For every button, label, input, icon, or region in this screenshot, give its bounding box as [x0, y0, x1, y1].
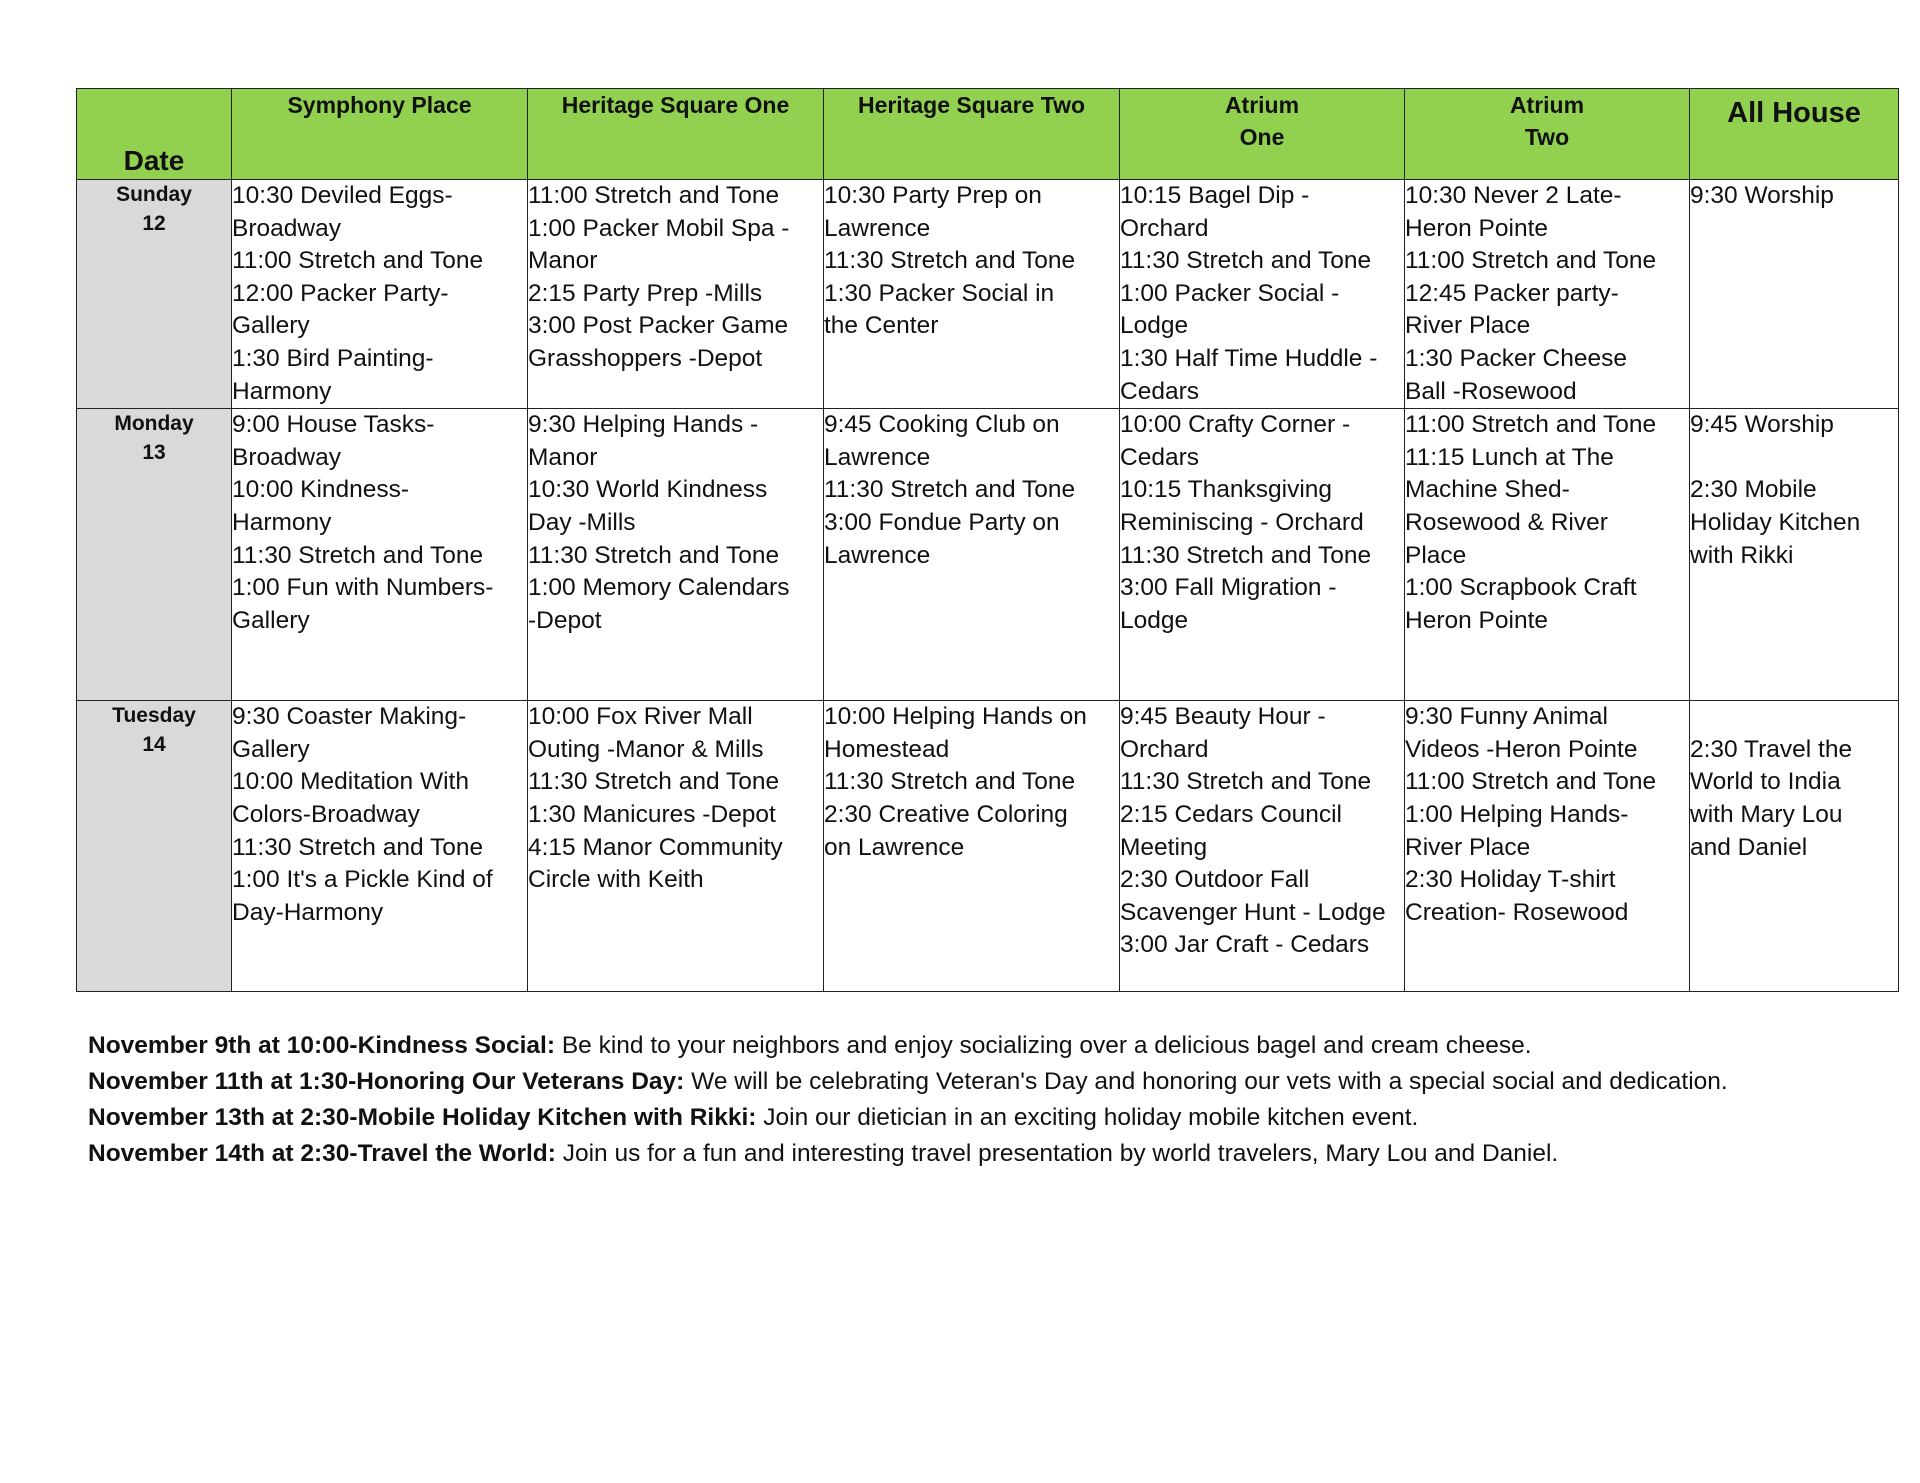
event-notes	[88, 1028, 1878, 1172]
events-heritage-square-one: 10:00 Fox River Mall Outing -Manor & Mills 11:30 Stretch and Tone 1:30 Manicures -Depot 4:15 Manor Community Circle with Keith	[528, 701, 824, 992]
day-name: Monday	[114, 412, 194, 436]
events-atrium-two: 11:00 Stretch and Tone 11:15 Lunch at The Machine Shed- Rosewood & River Place 1:00 Scrapbook Craft Heron Pointe	[1405, 409, 1690, 701]
events-atrium-one: 10:00 Crafty Corner - Cedars 10:15 Thanksgiving Reminiscing - Orchard 11:30 Stretch and Tone 3:00 Fall Migration - Lodge	[1120, 409, 1405, 701]
table-row	[77, 701, 1899, 992]
day-name: Sunday	[116, 183, 192, 206]
note-title: November 13th at 2:30-Mobile Holiday Kitchen with Rikki:	[88, 1104, 757, 1132]
header-symphony-place: Symphony Place	[232, 89, 528, 180]
note-text: Join us for a fun and interesting travel presentation by world travelers, Mary Lou and Daniel.	[555, 1140, 1559, 1168]
note-item	[88, 1136, 1878, 1172]
header-date: Date	[77, 89, 232, 180]
note-item	[88, 1064, 1878, 1100]
note-text: Join our dietician in an exciting holiday mobile kitchen event.	[756, 1104, 1419, 1132]
header-atrium-two	[1405, 89, 1690, 180]
events-heritage-square-two: 10:30 Party Prep on Lawrence 11:30 Stretch and Tone 1:30 Packer Social in the Center	[824, 180, 1120, 409]
events-all-house: 9:30 Worship	[1690, 180, 1899, 409]
header-atrium-two-line1: Atrium	[1509, 92, 1585, 118]
day-number: 13	[142, 441, 166, 465]
date-cell	[77, 701, 232, 992]
date-cell	[77, 180, 232, 409]
events-heritage-square-one: 11:00 Stretch and Tone 1:00 Packer Mobil Spa - Manor 2:15 Party Prep -Mills 3:00 Post Packer Game Grasshoppers -Depot	[528, 180, 824, 409]
schedule-table	[76, 88, 1899, 992]
note-title: November 11th at 1:30-Honoring Our Veterans Day:	[88, 1068, 685, 1096]
header-atrium-one	[1120, 89, 1405, 180]
events-atrium-two: 10:30 Never 2 Late- Heron Pointe 11:00 Stretch and Tone 12:45 Packer party- River Place 1:30 Packer Cheese Ball -Rosewood	[1405, 180, 1690, 409]
events-heritage-square-two: 9:45 Cooking Club on Lawrence 11:30 Stretch and Tone 3:00 Fondue Party on Lawrence	[824, 409, 1120, 701]
header-atrium-one-line2: One	[1239, 124, 1285, 150]
events-all-house: 2:30 Travel the World to India with Mary Lou and Daniel	[1690, 701, 1899, 992]
header-all-house: All House	[1690, 89, 1899, 180]
header-heritage-square-one: Heritage Square One	[528, 89, 824, 180]
day-number: 12	[142, 212, 166, 235]
note-text: Be kind to your neighbors and enjoy socializing over a delicious bagel and cream cheese.	[555, 1032, 1532, 1060]
note-text: We will be celebrating Veteran's Day and honoring our vets with a special social and dedication.	[684, 1068, 1728, 1096]
header-heritage-square-two: Heritage Square Two	[824, 89, 1120, 180]
header-atrium-two-line2: Two	[1524, 124, 1570, 150]
events-atrium-one: 10:15 Bagel Dip - Orchard 11:30 Stretch and Tone 1:00 Packer Social - Lodge 1:30 Half Time Huddle - Cedars	[1120, 180, 1405, 409]
note-item	[88, 1100, 1878, 1136]
table-row	[77, 180, 1899, 409]
events-atrium-one: 9:45 Beauty Hour - Orchard 11:30 Stretch and Tone 2:15 Cedars Council Meeting 2:30 Outdoor Fall Scavenger Hunt - Lodge 3:00 Jar Craft - Cedars	[1120, 701, 1405, 992]
activity-calendar-page	[76, 88, 1900, 1172]
note-title: November 9th at 10:00-Kindness Social:	[88, 1032, 556, 1060]
day-number: 14	[142, 733, 166, 757]
events-symphony-place: 9:30 Coaster Making- Gallery 10:00 Meditation With Colors-Broadway 11:30 Stretch and Tone 1:00 It's a Pickle Kind of Day-Harmony	[232, 701, 528, 992]
events-heritage-square-one: 9:30 Helping Hands - Manor 10:30 World Kindness Day -Mills 11:30 Stretch and Tone 1:00 Memory Calendars -Depot	[528, 409, 824, 701]
table-row	[77, 409, 1899, 701]
header-atrium-one-line1: Atrium	[1224, 92, 1300, 118]
events-all-house: 9:45 Worship 2:30 Mobile Holiday Kitchen with Rikki	[1690, 409, 1899, 701]
note-title: November 14th at 2:30-Travel the World:	[88, 1140, 556, 1168]
events-symphony-place: 10:30 Deviled Eggs- Broadway 11:00 Stretch and Tone 12:00 Packer Party- Gallery 1:30 Bird Painting- Harmony	[232, 180, 528, 409]
events-symphony-place: 9:00 House Tasks- Broadway 10:00 Kindness- Harmony 11:30 Stretch and Tone 1:00 Fun with Numbers- Gallery	[232, 409, 528, 701]
header-row	[77, 89, 1899, 180]
events-heritage-square-two: 10:00 Helping Hands on Homestead 11:30 Stretch and Tone 2:30 Creative Coloring on Lawrence	[824, 701, 1120, 992]
note-item	[88, 1028, 1878, 1064]
day-name: Tuesday	[112, 704, 196, 728]
events-atrium-two: 9:30 Funny Animal Videos -Heron Pointe 11:00 Stretch and Tone 1:00 Helping Hands- River Place 2:30 Holiday T-shirt Creation- Rosewood	[1405, 701, 1690, 992]
date-cell	[77, 409, 232, 701]
